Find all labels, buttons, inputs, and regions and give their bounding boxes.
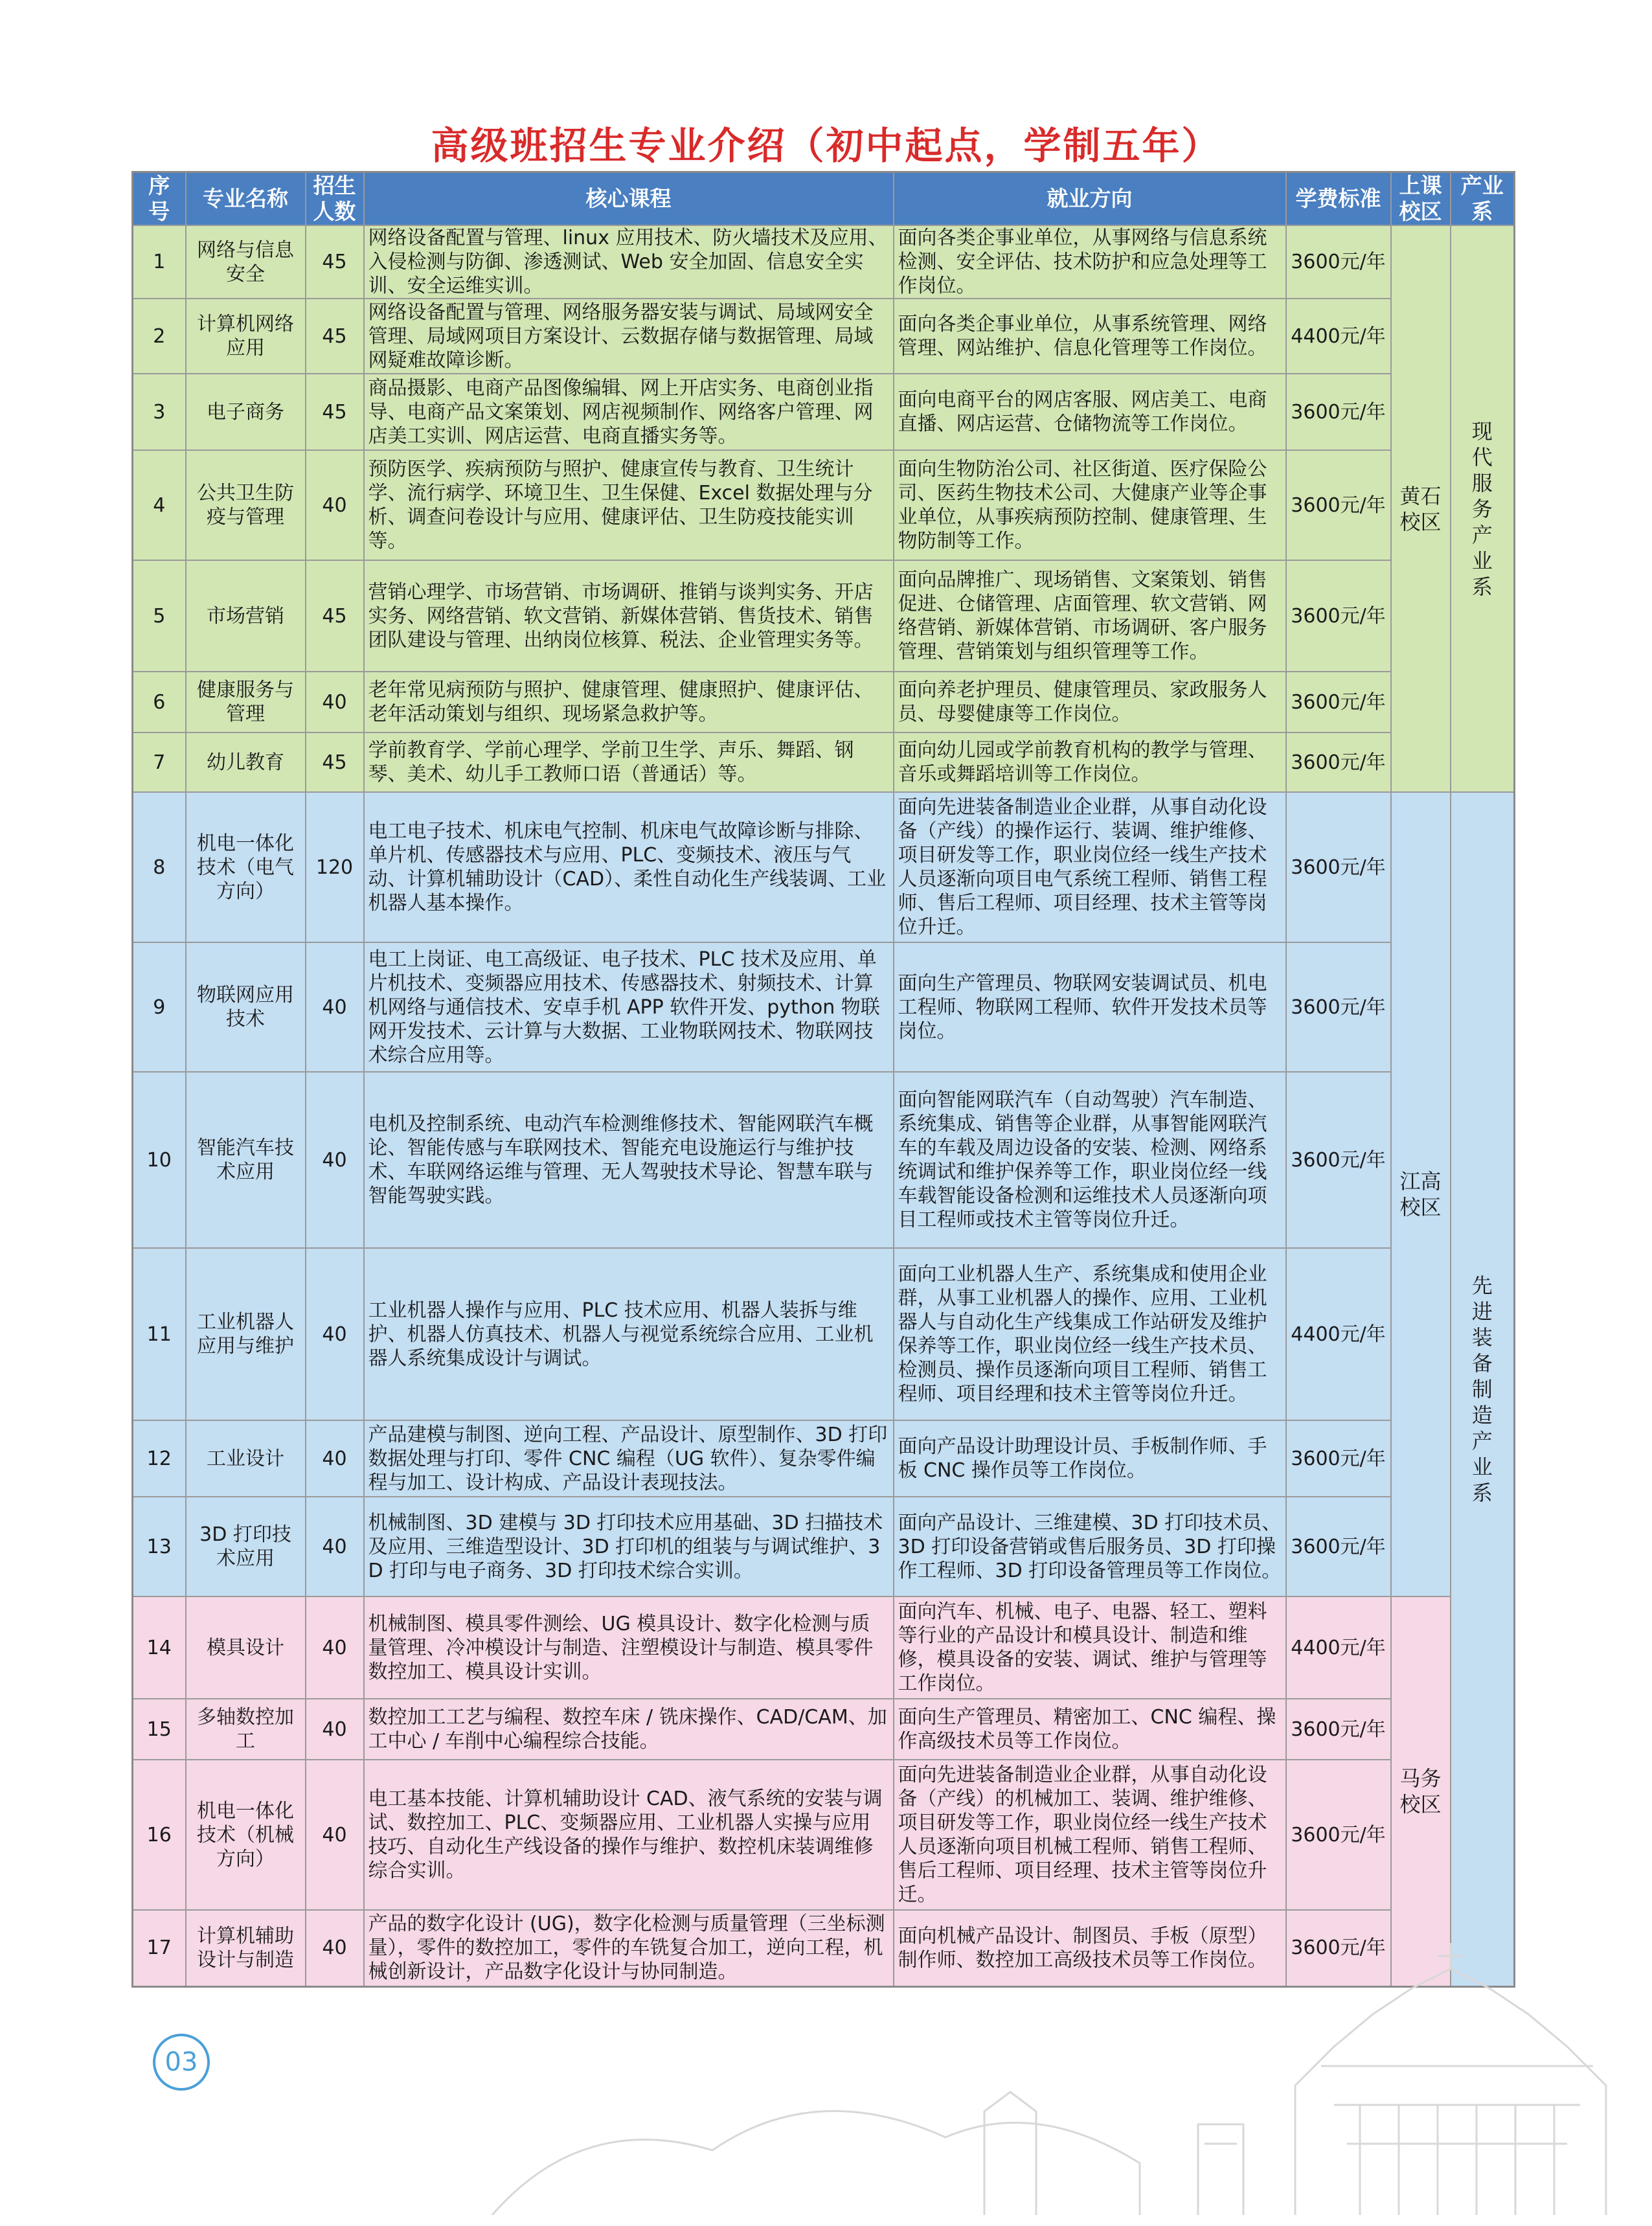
core-courses: 网络设备配置与管理、网络服务器安装与调试、局域网安全管理、局域网项目方案设计、云数据存储与数据管理、局域网疑难故障诊断。 xyxy=(364,299,894,374)
page-title: 高级班招生专业介绍（初中起点，学制五年） xyxy=(431,124,1221,168)
core-courses: 学前教育学、学前心理学、学前卫生学、声乐、舞蹈、钢琴、美术、幼儿手工教师口语（普通话）等。 xyxy=(364,733,894,792)
campus-label: 马务校区 xyxy=(1399,1766,1442,1817)
header-quota: 招生人数 xyxy=(306,172,364,226)
row-number: 9 xyxy=(133,942,186,1072)
row-number: 5 xyxy=(133,560,186,672)
major-name: 机电一体化技术（机械方向） xyxy=(186,1760,306,1910)
enrollment-quota: 40 xyxy=(306,1760,364,1910)
major-name: 3D 打印技术应用 xyxy=(186,1497,306,1596)
career-direction: 面向产品设计、三维建模、3D 打印技术员、3D 打印设备营销或售后服务员、3D 打印操作工程师、3D 打印设备管理员等工作岗位。 xyxy=(894,1497,1286,1596)
enrollment-quota: 45 xyxy=(306,560,364,672)
header-dept: 产业系 xyxy=(1451,172,1515,226)
career-direction: 面向机械产品设计、制图员、手板（原型）制作师、数控加工高级技术员等工作岗位。 xyxy=(894,1910,1286,1986)
major-name: 网络与信息安全 xyxy=(186,225,306,299)
major-name: 物联网应用技术 xyxy=(186,942,306,1072)
enrollment-quota: 40 xyxy=(306,672,364,733)
career-direction: 面向汽车、机械、电子、电器、轻工、塑料等行业的产品设计和模具设计、制造和维修，模具设备的安装、调试、维护与管理等工作岗位。 xyxy=(894,1596,1286,1699)
major-name: 多轴数控加工 xyxy=(186,1699,306,1760)
row-number: 6 xyxy=(133,672,186,733)
major-name: 工业设计 xyxy=(186,1420,306,1497)
row-number: 10 xyxy=(133,1072,186,1248)
enrollment-quota: 45 xyxy=(306,299,364,374)
tuition-fee: 3600元/年 xyxy=(1286,672,1391,733)
table-row xyxy=(133,733,1515,792)
career-direction: 面向各类企事业单位，从事网络与信息系统检测、安全评估、技术防护和应急处理等工作岗位。 xyxy=(894,225,1286,299)
row-number: 2 xyxy=(133,299,186,374)
row-number: 3 xyxy=(133,374,186,450)
table-row xyxy=(133,672,1515,733)
department-cell xyxy=(1451,792,1515,1986)
major-name: 机电一体化技术（电气方向） xyxy=(186,792,306,942)
career-direction: 面向品牌推广、现场销售、文案策划、销售促进、仓储管理、店面管理、软文营销、网络营销、新媒体营销、市场调研、客户服务管理、营销策划与组织管理等工作。 xyxy=(894,560,1286,672)
row-number: 8 xyxy=(133,792,186,942)
building-illustration xyxy=(453,1917,1638,2215)
row-number: 7 xyxy=(133,733,186,792)
table-row xyxy=(133,1248,1515,1420)
career-direction: 面向生产管理员、精密加工、CNC 编程、操作高级技术员等工作岗位。 xyxy=(894,1699,1286,1760)
table-row xyxy=(133,1420,1515,1497)
core-courses: 产品的数字化设计 (UG)，数字化检测与质量管理（三坐标测量），零件的数控加工，零件的车铣复合加工，逆向工程，机械创新设计，产品数字化设计与协同制造。 xyxy=(364,1910,894,1986)
table-header-row xyxy=(133,172,1515,226)
table-row xyxy=(133,374,1515,450)
core-courses: 电工基本技能、计算机辅助设计 CAD、液气系统的安装与调试、数控加工、PLC、变频器应用、工业机器人实操与应用技巧、自动化生产线设备的操作与维护、数控机床装调维修综合实训。 xyxy=(364,1760,894,1910)
career-direction: 面向电商平台的网店客服、网店美工、电商直播、网店运营、仓储物流等工作岗位。 xyxy=(894,374,1286,450)
table-row xyxy=(133,1760,1515,1910)
enrollment-quota: 45 xyxy=(306,733,364,792)
header-courses: 核心课程 xyxy=(364,172,894,226)
tuition-fee: 3600元/年 xyxy=(1286,1910,1391,1986)
core-courses: 机械制图、3D 建模与 3D 打印技术应用基础、3D 扫描技术及应用、三维造型设计、3D 打印机的组装与与调试维护、3D 打印与电子商务、3D 打印技术综合实训。 xyxy=(364,1497,894,1596)
major-name: 模具设计 xyxy=(186,1596,306,1699)
department-label: 先进装备制造产业系 xyxy=(1471,1273,1493,1505)
tuition-fee: 3600元/年 xyxy=(1286,450,1391,560)
career-direction: 面向产品设计助理设计员、手板制作师、手板 CNC 操作员等工作岗位。 xyxy=(894,1420,1286,1497)
career-direction: 面向生物防治公司、社区街道、医疗保险公司、医药生物技术公司、大健康产业等企事业单位，从事疾病预防控制、健康管理、生物防制等工作。 xyxy=(894,450,1286,560)
tuition-fee: 3600元/年 xyxy=(1286,1420,1391,1497)
tuition-fee: 3600元/年 xyxy=(1286,225,1391,299)
tuition-fee: 3600元/年 xyxy=(1286,374,1391,450)
career-direction: 面向智能网联汽车（自动驾驶）汽车制造、系统集成、销售等企业群，从事智能网联汽车的车载及周边设备的安装、检测、网络系统调试和维护保养等工作，职业岗位经一线车载智能设备检测和运维技术人员逐渐向项目工程师或技术主管等岗位升迁。 xyxy=(894,1072,1286,1248)
row-number: 16 xyxy=(133,1760,186,1910)
table-row xyxy=(133,942,1515,1072)
department-label: 现代服务产业系 xyxy=(1471,418,1493,599)
header-fee: 学费标准 xyxy=(1286,172,1391,226)
core-courses: 老年常见病预防与照护、健康管理、健康照护、健康评估、老年活动策划与组织、现场紧急救护等。 xyxy=(364,672,894,733)
core-courses: 营销心理学、市场营销、市场调研、推销与谈判实务、开店实务、网络营销、软文营销、新媒体营销、售货技术、销售团队建设与管理、出纳岗位核算、税法、企业管理实务等。 xyxy=(364,560,894,672)
major-name: 电子商务 xyxy=(186,374,306,450)
row-number: 13 xyxy=(133,1497,186,1596)
table-row xyxy=(133,792,1515,942)
tuition-fee: 3600元/年 xyxy=(1286,560,1391,672)
campus-label: 黄石校区 xyxy=(1399,483,1442,534)
core-courses: 商品摄影、电商产品图像编辑、网上开店实务、电商创业指导、电商产品文案策划、网店视频制作、网络客户管理、网店美工实训、网店运营、电商直播实务等。 xyxy=(364,374,894,450)
tuition-fee: 3600元/年 xyxy=(1286,1699,1391,1760)
header-career: 就业方向 xyxy=(894,172,1286,226)
tuition-fee: 3600元/年 xyxy=(1286,792,1391,942)
table-row xyxy=(133,299,1515,374)
enrollment-quota: 40 xyxy=(306,1699,364,1760)
career-direction: 面向幼儿园或学前教育机构的教学与管理、音乐或舞蹈培训等工作岗位。 xyxy=(894,733,1286,792)
tuition-fee: 3600元/年 xyxy=(1286,1072,1391,1248)
table-row xyxy=(133,1699,1515,1760)
row-number: 15 xyxy=(133,1699,186,1760)
majors-table xyxy=(131,171,1515,1988)
career-direction: 面向各类企事业单位，从事系统管理、网络管理、网站维护、信息化管理等工作岗位。 xyxy=(894,299,1286,374)
enrollment-quota: 40 xyxy=(306,1596,364,1699)
header-name: 专业名称 xyxy=(186,172,306,226)
major-name: 计算机网络应用 xyxy=(186,299,306,374)
core-courses: 电机及控制系统、电动汽车检测维修技术、智能网联汽车概论、智能传感与车联网技术、智能充电设施运行与维护技术、车联网络运维与管理、无人驾驶技术导论、智慧车联与智能驾驶实践。 xyxy=(364,1072,894,1248)
row-number: 11 xyxy=(133,1248,186,1420)
tuition-fee: 4400元/年 xyxy=(1286,1248,1391,1420)
header-no: 序号 xyxy=(133,172,186,226)
row-number: 14 xyxy=(133,1596,186,1699)
core-courses: 产品建模与制图、逆向工程、产品设计、原型制作、3D 打印数据处理与打印、零件 CNC 编程（UG 软件）、复杂零件编程与加工、设计构成、产品设计表现技法。 xyxy=(364,1420,894,1497)
major-name: 计算机辅助设计与制造 xyxy=(186,1910,306,1986)
table-row xyxy=(133,1596,1515,1699)
core-courses: 机械制图、模具零件测绘、UG 模具设计、数字化检测与质量管理、冷冲模设计与制造、注塑模设计与制造、模具零件数控加工、模具设计实训。 xyxy=(364,1596,894,1699)
enrollment-quota: 40 xyxy=(306,1420,364,1497)
enrollment-quota: 40 xyxy=(306,1248,364,1420)
row-number: 17 xyxy=(133,1910,186,1986)
tuition-fee: 3600元/年 xyxy=(1286,942,1391,1072)
enrollment-quota: 120 xyxy=(306,792,364,942)
tuition-fee: 3600元/年 xyxy=(1286,733,1391,792)
enrollment-quota: 40 xyxy=(306,942,364,1072)
core-courses: 数控加工工艺与编程、数控车床 / 铣床操作、CAD/CAM、加工中心 / 车削中心编程综合技能。 xyxy=(364,1699,894,1760)
core-courses: 电工上岗证、电工高级证、电子技术、PLC 技术及应用、单片机技术、变频器应用技术、传感器技术、射频技术、计算机网络与通信技术、安卓手机 APP 软件开发、python 物联网开发技术、云计算与大数据、工业物联网技术、物联网技术综合应用等。 xyxy=(364,942,894,1072)
enrollment-quota: 40 xyxy=(306,1910,364,1986)
enrollment-quota: 40 xyxy=(306,1497,364,1596)
career-direction: 面向工业机器人生产、系统集成和使用企业群，从事工业机器人的操作、应用、工业机器人与自动化生产线集成工作站研发及维护保养等工作，职业岗位经一线生产技术员、检测员、操作员逐渐向项目工程师、销售工程师、项目经理和技术主管等岗位升迁。 xyxy=(894,1248,1286,1420)
campus-cell xyxy=(1391,225,1451,792)
table-row xyxy=(133,450,1515,560)
enrollment-quota: 40 xyxy=(306,450,364,560)
career-direction: 面向先进装备制造业企业群，从事自动化设备（产线）的机械加工、装调、维护维修、项目研发等工作，职业岗位经一线生产技术人员逐渐向项目机械工程师、销售工程师、售后工程师、项目经理、技术主管等岗位升迁。 xyxy=(894,1760,1286,1910)
core-courses: 电工电子技术、机床电气控制、机床电气故障诊断与排除、单片机、传感器技术与应用、PLC、变频技术、液压与气动、计算机辅助设计（CAD）、柔性自动化生产线装调、工业机器人基本操作。 xyxy=(364,792,894,942)
major-name: 健康服务与管理 xyxy=(186,672,306,733)
major-name: 智能汽车技术应用 xyxy=(186,1072,306,1248)
tuition-fee: 4400元/年 xyxy=(1286,1596,1391,1699)
core-courses: 工业机器人操作与应用、PLC 技术应用、机器人装拆与维护、机器人仿真技术、机器人与视觉系统综合应用、工业机器人系统集成设计与调试。 xyxy=(364,1248,894,1420)
core-courses: 网络设备配置与管理、linux 应用技术、防火墙技术及应用、入侵检测与防御、渗透测试、Web 安全加固、信息安全实训、安全运维实训。 xyxy=(364,225,894,299)
campus-label: 江高校区 xyxy=(1399,1169,1442,1220)
header-campus: 上课校区 xyxy=(1391,172,1451,226)
core-courses: 预防医学、疾病预防与照护、健康宣传与教育、卫生统计学、流行病学、环境卫生、卫生保健、Excel 数据处理与分析、调查问卷设计与应用、健康评估、卫生防疫技能实训等。 xyxy=(364,450,894,560)
career-direction: 面向养老护理员、健康管理员、家政服务人员、母婴健康等工作岗位。 xyxy=(894,672,1286,733)
row-number: 4 xyxy=(133,450,186,560)
career-direction: 面向生产管理员、物联网安装调试员、机电工程师、物联网工程师、软件开发技术员等岗位。 xyxy=(894,942,1286,1072)
enrollment-quota: 45 xyxy=(306,374,364,450)
table-row xyxy=(133,1072,1515,1248)
major-name: 工业机器人应用与维护 xyxy=(186,1248,306,1420)
major-name: 市场营销 xyxy=(186,560,306,672)
table-row xyxy=(133,560,1515,672)
row-number: 12 xyxy=(133,1420,186,1497)
department-cell xyxy=(1451,225,1515,792)
page-number: 03 xyxy=(153,2034,210,2091)
enrollment-quota: 45 xyxy=(306,225,364,299)
tuition-fee: 3600元/年 xyxy=(1286,1497,1391,1596)
tuition-fee: 3600元/年 xyxy=(1286,1760,1391,1910)
table-row xyxy=(133,225,1515,299)
tuition-fee: 4400元/年 xyxy=(1286,299,1391,374)
row-number: 1 xyxy=(133,225,186,299)
enrollment-quota: 40 xyxy=(306,1072,364,1248)
major-name: 公共卫生防疫与管理 xyxy=(186,450,306,560)
table-row xyxy=(133,1497,1515,1596)
major-name: 幼儿教育 xyxy=(186,733,306,792)
career-direction: 面向先进装备制造业企业群，从事自动化设备（产线）的操作运行、装调、维护维修、项目研发等工作，职业岗位经一线生产技术人员逐渐向项目电气系统工程师、销售工程师、售后工程师、项目经理、技术主管等岗位升迁。 xyxy=(894,792,1286,942)
campus-cell xyxy=(1391,792,1451,1596)
